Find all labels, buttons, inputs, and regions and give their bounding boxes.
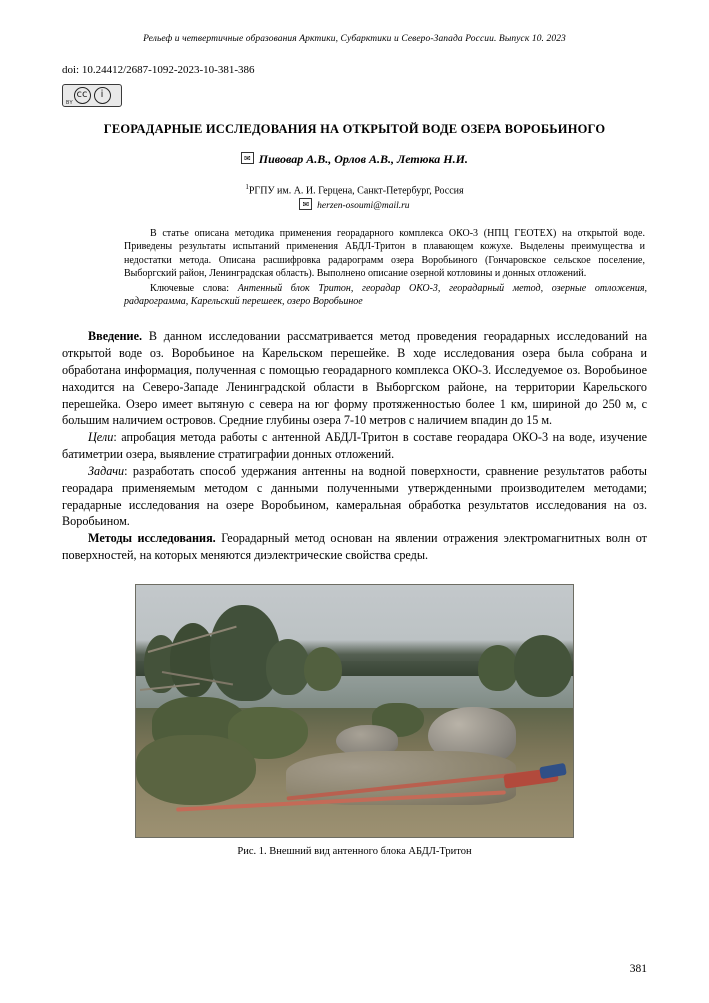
keywords-list: Антенный блок Тритон, георадар ОКО-3, георадарный метод, озерные отложения, радарограмма, Карельский перешеек, озеро Воробьиное	[124, 282, 647, 308]
page-number: 381	[629, 963, 647, 975]
authors-names: Пивовар А.В., Орлов А.В., Летюка Н.И.	[258, 151, 468, 166]
envelope-icon: ✉	[241, 152, 254, 164]
paragraph-body-tasks: : разработать способ удержания антенны на водной поверхности, сравнение результатов работы георадара применяемым методом с данными полученными утвержденными производителем методами; герадарные исследования на озере Воробьином, камеральная обработка результатов исследования на оз. Воробьином.	[62, 463, 647, 529]
body-text	[62, 328, 647, 564]
paragraph-body-goals: : апробация метода работы с антенной АБДЛ-Тритон в составе георадара ОКО-3 на воде, изучение батиметрии озера, выявление стратиграфии донных отложений.	[62, 430, 647, 462]
cc-by-label: BY	[66, 100, 73, 106]
running-head: Рельеф и четвертичные образования Арктики, Субарктики и Северо-Запада России. Выпуск 10. 2023	[143, 34, 566, 44]
abstract-text: В статье описана методика применения георадарного комплекса ОКО-3 (НПЦ ГЕОТЕХ) на открытой воде. Приведены результаты испытаний применения АБДЛ-Тритон в плавающем кожухе. Выделены преимущества и недостатки метода. Описана расшифровка радарограмм озера Воробьиного (Гончаровское сельское поселение, Выборгский район, Ленинградская область). Выполнено описание озерной котловины и донных отложений.	[124, 228, 645, 279]
figure-caption: Рис. 1. Внешний вид антенного блока АБДЛ-Тритон	[237, 845, 472, 857]
email-address: herzen-osoumi@mail.ru	[317, 201, 410, 212]
cc-icon: cc	[74, 87, 91, 104]
photo-tree	[514, 635, 572, 697]
keywords	[124, 282, 647, 308]
paragraph-methods	[62, 530, 647, 564]
paragraph-body-introduction: В данном исследовании рассматривается метод проведения георадарных исследований на открытой воде оз. Воробьиное на Карельском перешейке. В ходе исследования озера была собрана и обработана информация, полученная с помощью георадарного комплекса ОКО-3. Исследуемое оз. Воробьиное находится на Северо-Западе Ленинградской области в Выборгском районе, на территории Карельского перешейка. Озеро имеет вытяную с севера на юг форму протяженностью более 1 км, шириной до 250 м, с большим наличием островов. Средние глубины озера 7-10 метров с наличием впадин до 15 м.	[62, 329, 647, 428]
paragraph-introduction	[62, 328, 647, 429]
photo-tree	[478, 645, 518, 691]
paragraph-goals	[62, 429, 647, 463]
paragraph-lead-methods: Методы исследования.	[88, 531, 216, 546]
affiliation-text: РГПУ им. А. И. Герцена, Санкт-Петербург, Россия	[248, 185, 464, 197]
photo-tree	[304, 647, 342, 691]
photo-antenna-block-on-lake-shore	[135, 584, 574, 838]
corresponding-email-line	[62, 198, 647, 211]
paragraph-lead-goals: Цели	[88, 430, 114, 445]
authors-line	[62, 152, 647, 167]
figure-1	[62, 584, 647, 857]
doi-line: doi: 10.24412/2687-1092-2023-10-381-386	[62, 64, 255, 76]
cc-license-badge	[62, 84, 122, 107]
envelope-icon-email: ✉	[299, 198, 312, 210]
affiliation-line	[62, 183, 647, 196]
photo-shrub	[136, 735, 256, 805]
paragraph-tasks	[62, 463, 647, 530]
cc-by-icon: i	[94, 87, 111, 104]
page-title: ГЕОРАДАРНЫЕ ИССЛЕДОВАНИЯ НА ОТКРЫТОЙ ВОДЕ ОЗЕРА ВОРОБЬИНОГО	[103, 122, 606, 136]
affiliation-marker: 1	[245, 182, 249, 191]
keywords-label: Ключевые слова:	[150, 282, 230, 294]
paragraph-lead-tasks: Задачи	[88, 463, 125, 478]
paragraph-lead-introduction: Введение.	[88, 329, 143, 344]
abstract	[124, 227, 647, 280]
paragraph-body-methods: Георадарный метод основан на явлении отражения электромагнитных волн от поверхностей, на которых меняются диэлектрические свойства среды.	[62, 531, 647, 563]
